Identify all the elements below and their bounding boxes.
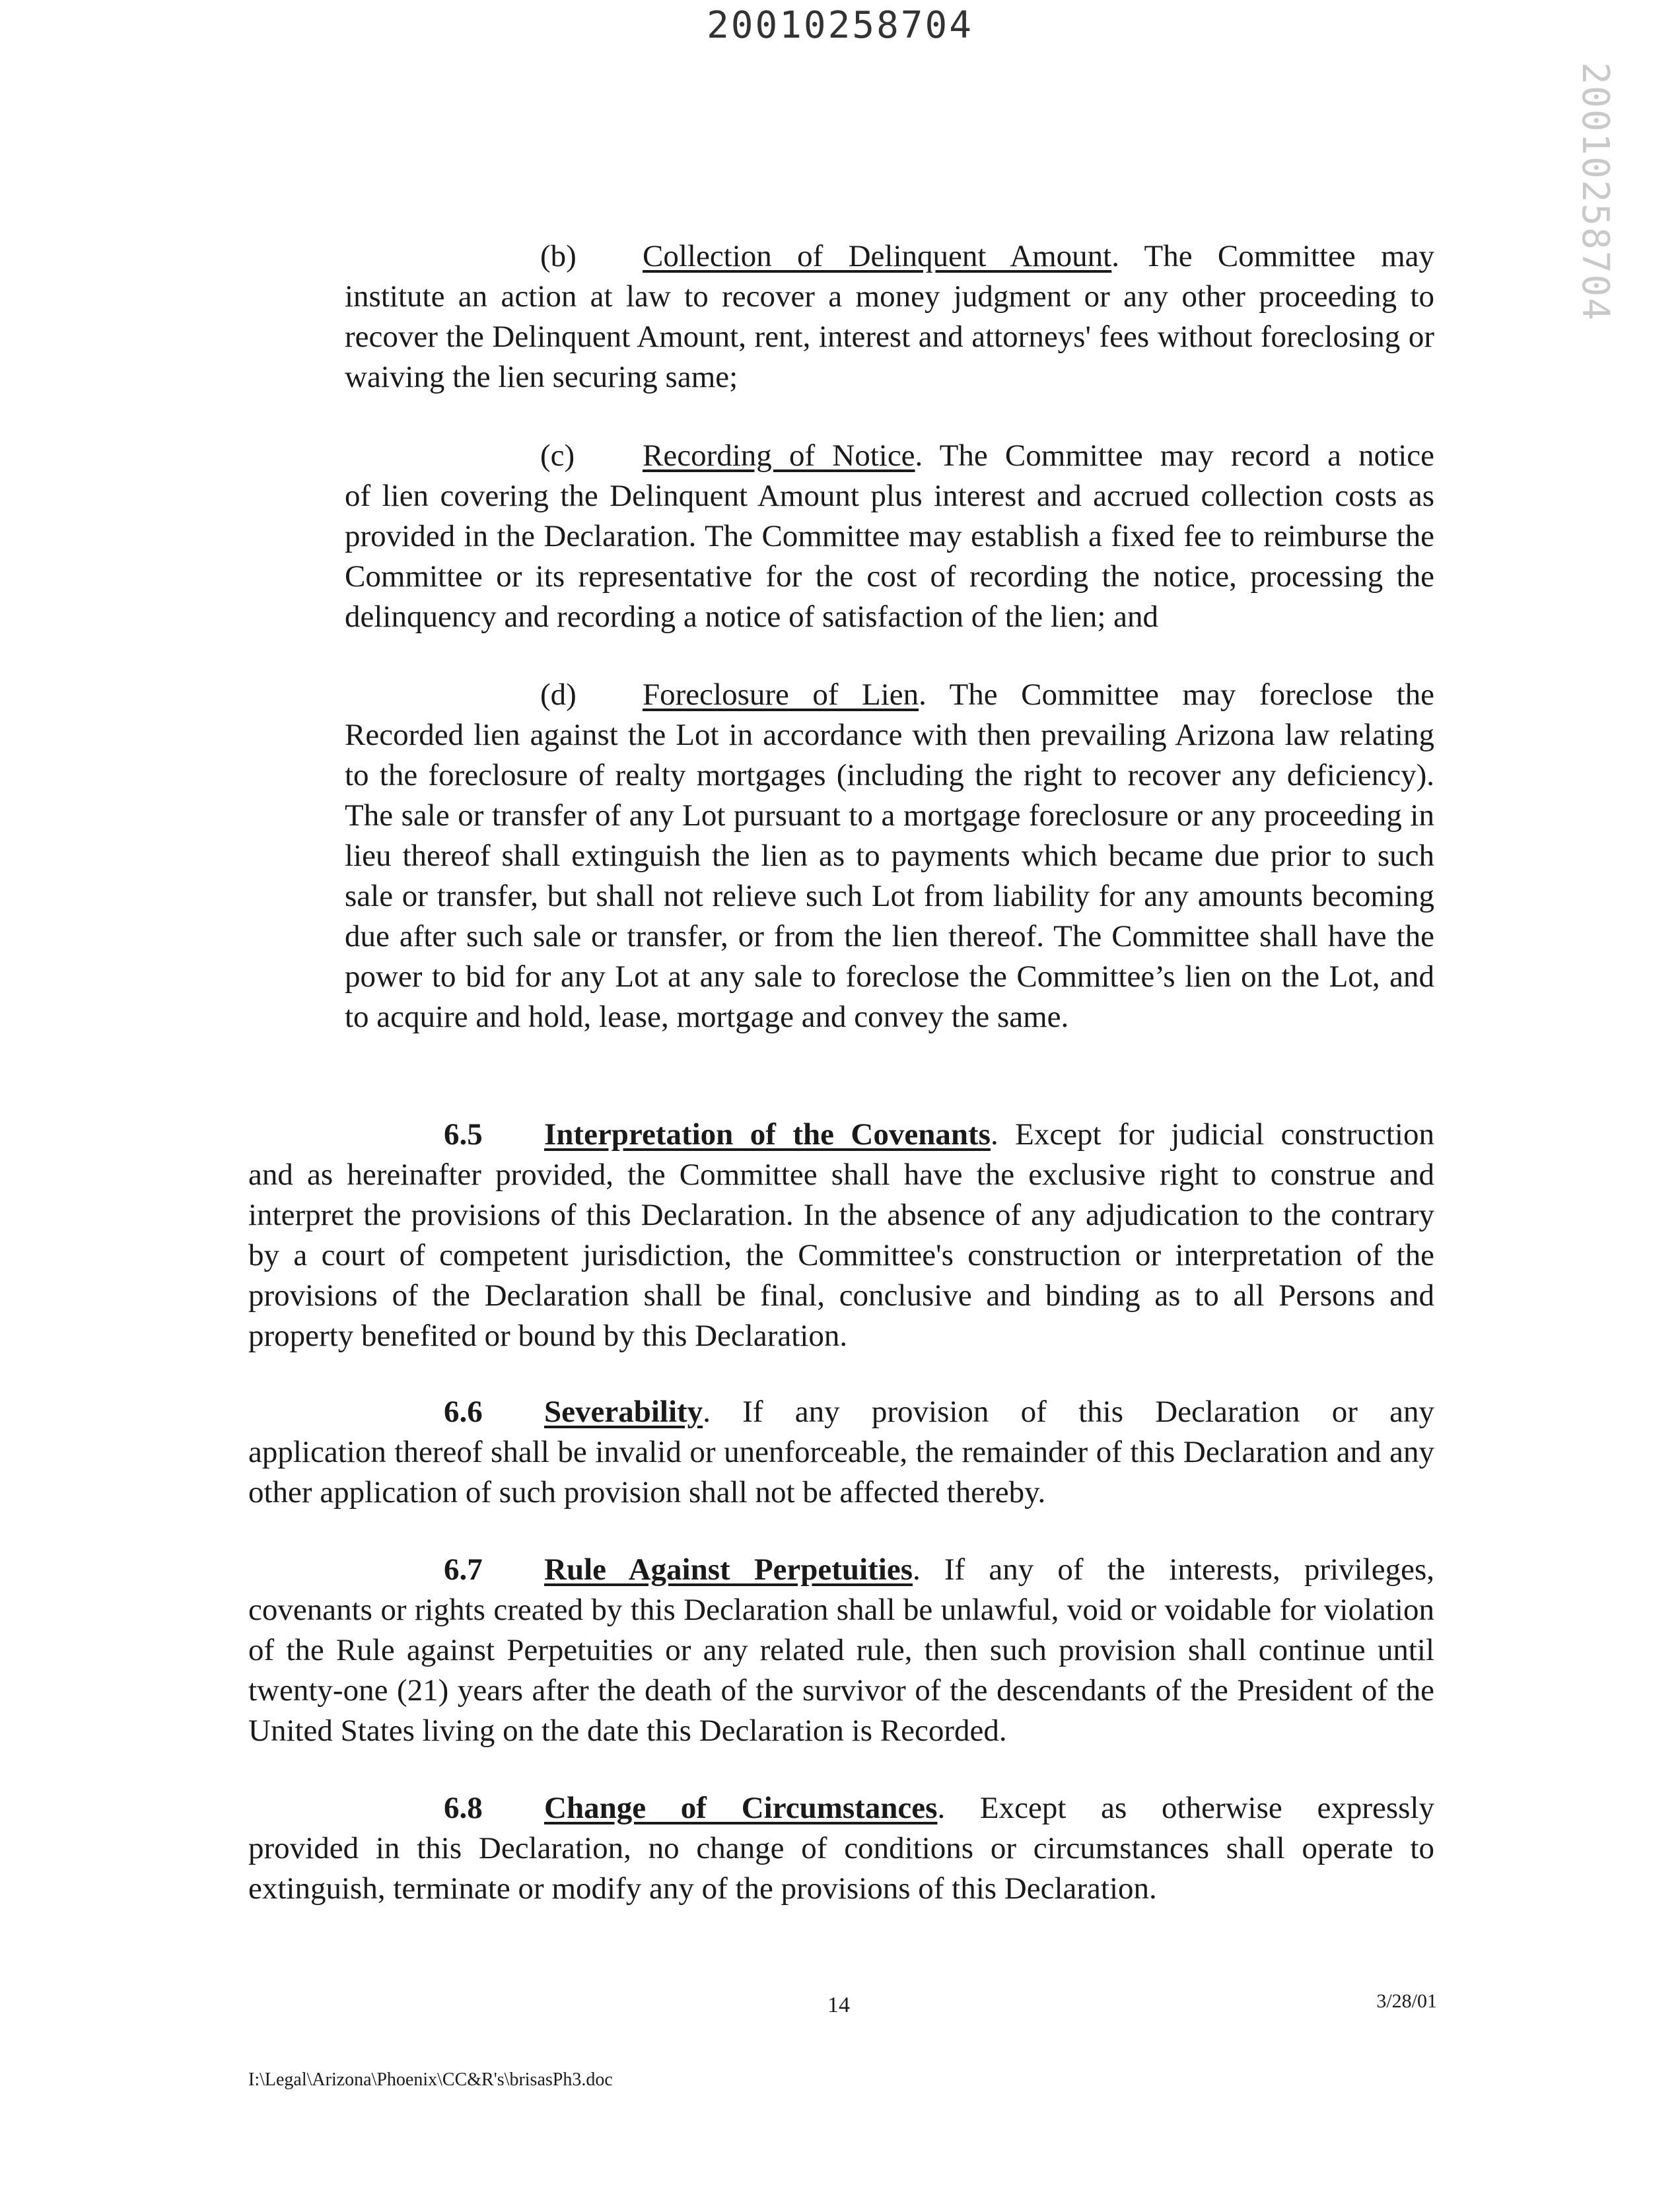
paragraph-b-title: Collection of Delinquent Amount [643, 239, 1112, 273]
section-6-6-first-line-rest: . If any provision of this Declaration or any [703, 1395, 1434, 1429]
paragraph-c-first-line-rest: . The Committee may record a notice [915, 438, 1434, 473]
paragraph-b-first-line [345, 236, 1434, 277]
side-recording-stamp [1572, 61, 1618, 322]
section-6-8-first-line [248, 1788, 1434, 1828]
section-6-5 [248, 1115, 1434, 1356]
section-6-7 [248, 1550, 1434, 1751]
section-6-6-number: 6.6 [444, 1395, 483, 1429]
section-6-6 [248, 1392, 1434, 1513]
paragraph-c-label: (c) [540, 438, 575, 473]
paragraph-c-body: of lien covering the Delinquent Amount plus interest and accrued collection costs as provided in the Declaration. The Committee may establish a fixed fee to reimburse the Committee or its representative for the cost of recording the notice, processing the delinquency and recording a notice of satisfaction of the lien; and [345, 479, 1434, 634]
footer-date: 3/28/01 [1376, 1990, 1437, 2012]
paragraph-c [345, 436, 1434, 637]
section-6-5-first-line-rest: . Except for judicial construction [990, 1117, 1434, 1152]
section-6-5-body: and as hereinafter provided, the Committee shall have the exclusive right to construe and interpret the provisions of this Declaration. In the absence of any adjudication to the contrary by a court of competent jurisdiction, the Committee's construction or interpretation of the provisions of the Declaration shall be final, conclusive and binding as to all Persons and property benefited or bound by this Declaration. [248, 1158, 1434, 1353]
paragraph-d [345, 675, 1434, 1037]
paragraph-c-title: Recording of Notice [643, 438, 915, 473]
section-6-6-first-line [248, 1392, 1434, 1432]
paragraph-b-label: (b) [540, 239, 577, 273]
section-6-7-body: covenants or rights created by this Declaration shall be unlawful, void or voidable for violation of the Rule against Perpetuities or any related rule, then such provision shall continue until twenty-one (21) years after the death of the survivor of the descendants of the President of the United States living on the date this Declaration is Recorded. [248, 1593, 1434, 1748]
paragraph-d-title: Foreclosure of Lien [643, 677, 919, 712]
section-6-8-number: 6.8 [444, 1791, 483, 1825]
section-6-6-body: application thereof shall be invalid or unenforceable, the remainder of this Declaration and any other application of such provision shall not be affected thereby. [248, 1435, 1434, 1510]
section-6-6-title: Severability [544, 1395, 703, 1429]
section-6-8-first-line-rest: . Except as otherwise expressly [937, 1791, 1434, 1825]
section-6-8 [248, 1788, 1434, 1909]
paragraph-d-first-line-rest: . The Committee may foreclose the [919, 677, 1434, 712]
footer-file-path: I:\Legal\Arizona\Phoenix\CC&R's\brisasPh3.doc [248, 2069, 613, 2090]
section-6-7-number: 6.7 [444, 1552, 483, 1587]
side-stamp-text: 20010258704 [1573, 61, 1617, 322]
paragraph-d-first-line [345, 675, 1434, 715]
section-6-5-title: Interpretation of the Covenants [544, 1117, 991, 1152]
document-number: 20010258704 [707, 4, 973, 47]
paragraph-b-body: institute an action at law to recover a money judgment or any other proceeding to recover the Delinquent Amount, rent, interest and attorneys' fees without foreclosing or waiving the lien securing same; [345, 279, 1434, 394]
section-6-5-first-line [248, 1115, 1434, 1155]
paragraph-d-label: (d) [540, 677, 577, 712]
section-6-7-first-line-rest: . If any of the interests, privileges, [912, 1552, 1434, 1587]
paragraph-b [345, 236, 1434, 398]
page-number: 14 [827, 1993, 850, 2017]
section-6-5-number: 6.5 [444, 1117, 483, 1152]
section-6-8-body: provided in this Declaration, no change of conditions or circumstances shall operate to extinguish, terminate or modify any of the provisions of this Declaration. [248, 1831, 1434, 1906]
section-6-8-title: Change of Circumstances [544, 1791, 938, 1825]
paragraph-b-first-line-rest: . The Committee may [1111, 239, 1434, 273]
paragraph-c-first-line [345, 436, 1434, 476]
section-6-7-title: Rule Against Perpetuities [544, 1552, 913, 1587]
section-6-7-first-line [248, 1550, 1434, 1590]
paragraph-d-body: Recorded lien against the Lot in accordance with then prevailing Arizona law relating to the foreclosure of realty mortgages (including the right to recover any deficiency). The sale or transfer of any Lot pursuant to a mortgage foreclosure or any proceeding in lieu thereof shall extinguish the lien as to payments which became due prior to such sale or transfer, but shall not relieve such Lot from liability for any amounts becoming due after such sale or transfer, or from the lien thereof. The Committee shall have the power to bid for any Lot at any sale to foreclose the Committee’s lien on the Lot, and to acquire and hold, lease, mortgage and convey the same. [345, 718, 1434, 1034]
